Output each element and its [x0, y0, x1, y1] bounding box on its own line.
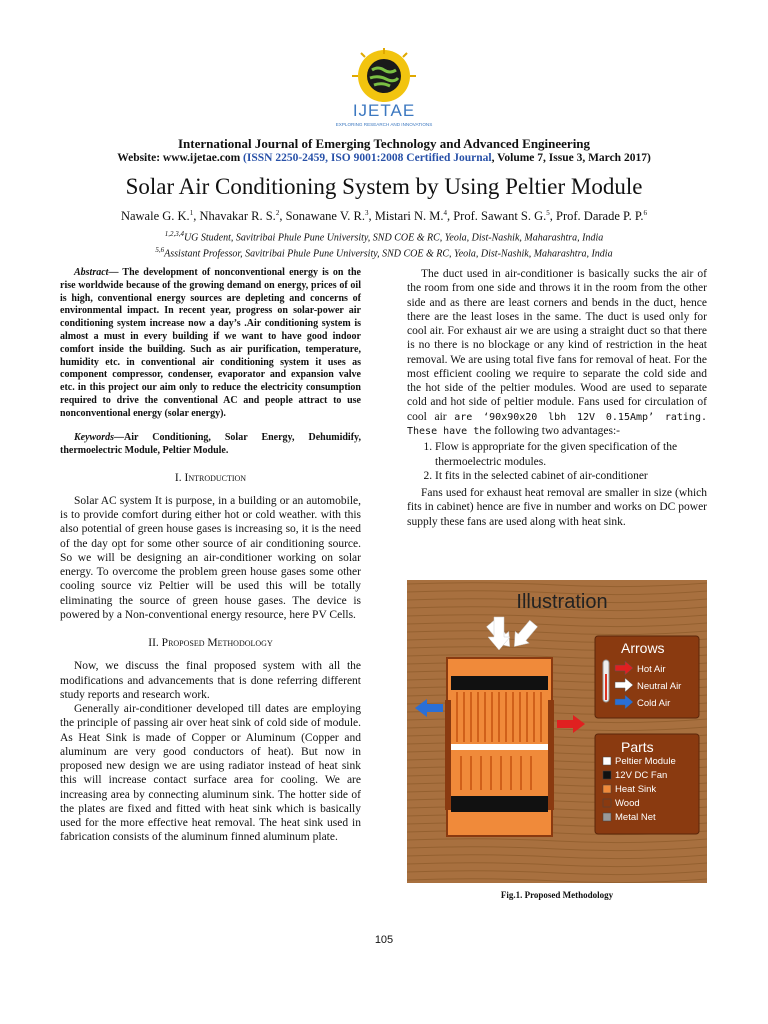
- author: Sonawane V. R.: [285, 209, 365, 224]
- author: Mistari N. M.: [374, 209, 444, 224]
- author-list: Nawale G. K.$^1$, Nhavakar R. S.$^2$, Sonawane V. R.$^3$, Mistari N. M.$^4$, Prof. Sawant S. G.$^5$, Prof. Darade P. P.$^6$: [120, 209, 648, 224]
- logo-text: IJETAE: [352, 101, 416, 120]
- paragraph: Generally air-conditioner developed till dates are employing the principle of passing air over heat sink of cold side of module. As Heat Sink is made of Copper or Aluminum (Copper and aluminum are very good conductors of heat). But now in proposed new design we are using radiator instead of heat sink this will increase contact surface area for cooling. We are increasing area by connecting aluminum sink. The hotter side of the plates are fixed and fitted with heat sink which is basically used for the more effective heat removal. The heat sink used in fabrication consists of the aluminum finned aluminum plate.: [60, 703, 361, 844]
- paragraph: Solar AC system It is purpose, in a building or an automobile, is to provide comfort during either hot or cold weather. with this also potential of green house gases is increasing so, it is the need of the day opt for some other source of air conditioning source. So we will be designing an air-conditioner working on solar energy. To overcome the problem green house gases some other cooling source viz Peltier will be used this will be totally eliminating the source of green house gases. The device is powered by a Non-conventional energy resource, here PV Cells.: [60, 494, 361, 621]
- parts-legend-heading: Parts: [621, 739, 654, 755]
- legend-part-swatch: [603, 757, 611, 765]
- legend-part-swatch: [603, 813, 611, 821]
- list-item: 1. Flow is appropriate for the given specification of the thermoelectric modules.: [435, 440, 707, 469]
- legend-part-label: Wood: [615, 798, 640, 809]
- paragraph: The duct used in air-conditioner is basically sucks the air of the room from one side and throws it in the room from the other side and as there are least corners and bends in the duct, hence there are the least loses in the same. The duct is used only for cool air. For exhaust air we are using a straight duct so that there is no there is no blockage or any kind of restriction in the heat removal. We are using total five fans for removal of heat. For the most efficient cooling we require to separate the cold side and the hot side of the peltier modules. Wood are used to separate cold and hot side of peltier module. Fans used for circulation of cool air are ‘90x90x20 lbh 12V 0.15Amp’ rating. These have the following two advantages:-: [407, 268, 707, 437]
- arrows-legend-heading: Arrows: [621, 640, 665, 656]
- paragraph: Fans used for exhaust heat removal are smaller in size (which fits in cabinet) hence are five in number and works on DC power supply these fans are used along with heat sink.: [407, 487, 707, 528]
- keywords: Keywords—Air Conditioning, Solar Energy, Dehumidify, thermoelectric Module, Peltier Module.: [60, 431, 361, 456]
- figure-caption: Fig.1. Proposed Methodology: [500, 890, 614, 900]
- author: Prof. Sawant S. G.: [453, 209, 547, 224]
- affiliation: $^{5,6}$Assistant Professor, Savitribai Phule Pune University, SND COE & RC, Yeola, Dist-Nashik, Maharashtra, India: [155, 246, 613, 260]
- legend-arrow-label: Hot Air: [637, 664, 666, 675]
- section-heading: II. Proposed Methodology: [148, 637, 273, 650]
- affiliation: $^{1,2,3,4}$UG Student, Savitribai Phule Pune University, SND COE & RC, Yeola, Dist-Nashik, Maharashtra, India: [164, 230, 604, 244]
- legend-arrow-label: Cold Air: [637, 698, 671, 709]
- advantages-list: [407, 440, 707, 483]
- journal-issn: (ISSN 2250-2459, ISO 9001:2008 Certified Journal: [243, 152, 492, 164]
- journal-name: International Journal of Emerging Technology and Advanced Engineering: [177, 136, 591, 151]
- legend-part-swatch: [603, 785, 611, 793]
- page-number: 105: [374, 934, 394, 946]
- legend-part-label: Peltier Module: [615, 756, 676, 767]
- left-column: [60, 267, 361, 845]
- journal-volume: , Volume 7, Issue 3, March 2017): [491, 152, 651, 164]
- section-heading: I. Introduction: [174, 471, 247, 484]
- ijetae-logo: [334, 48, 434, 128]
- paragraph: Now, we discuss the final proposed system with all the modifications and advancements that is done referring different study reports and research work.: [60, 660, 361, 701]
- journal-website: Website: www.ijetae.com: [117, 152, 241, 164]
- illustration-figure: [407, 580, 707, 883]
- paper-title: Solar Air Conditioning System by Using Peltier Module: [125, 174, 643, 199]
- logo-tagline: EXPLORING RESEARCH AND INNOVATIONS: [335, 122, 433, 127]
- author: Nhavakar R. S.: [199, 209, 276, 224]
- legend-part-swatch: [603, 799, 611, 807]
- legend-part-label: Heat Sink: [615, 784, 657, 795]
- legend-arrow-label: Neutral Air: [637, 681, 682, 692]
- author: Prof. Darade P. P.: [556, 209, 644, 224]
- legend-part-swatch: [603, 771, 611, 779]
- abstract: Abstract— The development of nonconventional energy is on the rise worldwide because of the growing demand on energy, prices of oil is high, conventional energy sources are depleting and concerns of environmental impact. In recent year, progress on solar-power air conditioning system increase now a day’s .Air conditioning system is almost a must in every building if we want to have good indoor comfort inside the building. Such as air purification, temperature, humidity etc. in conventional air conditioning system it uses as component compressor, condenser, evaporator and expansion valve etc. in this project our aim only to reduce the electricity consumption required to drive the conventional AC and people attract to use nonconventional energy (solar energy).: [60, 267, 361, 419]
- legend-part-label: Metal Net: [615, 812, 656, 823]
- figure-title: Illustration: [516, 591, 608, 613]
- right-column: [407, 267, 707, 529]
- legend-part-label: 12V DC Fan: [615, 770, 668, 781]
- ac-unit-diagram: [445, 658, 554, 836]
- author: Nawale G. K.: [120, 209, 190, 224]
- journal-info: [0, 152, 768, 164]
- list-item: 2. It fits in the selected cabinet of air-conditioner: [435, 469, 707, 483]
